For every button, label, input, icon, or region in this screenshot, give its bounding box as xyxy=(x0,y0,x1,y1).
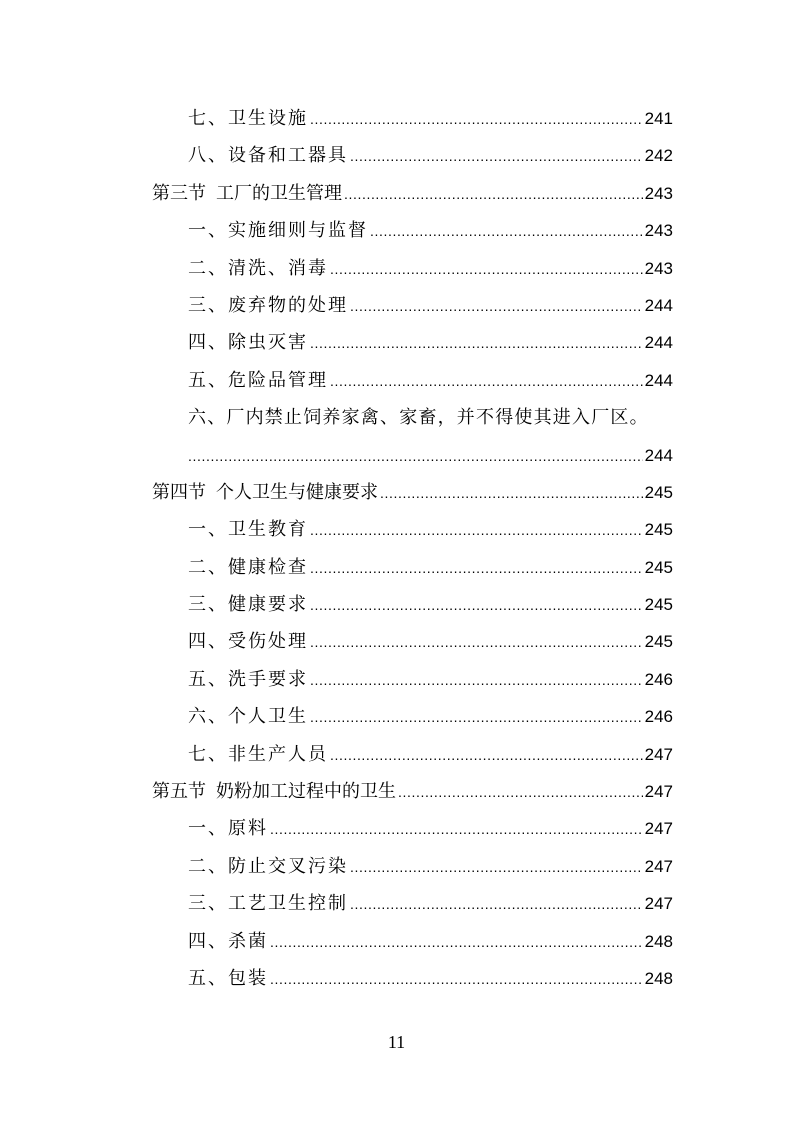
toc-entry-title: 六、厂内禁止饲养家禽、家畜，并不得使其进入厂区。 xyxy=(188,407,649,429)
toc-entry-title: 一、原料 xyxy=(188,818,268,840)
toc-entry-title: 四、受伤处理 xyxy=(188,631,308,653)
toc-entry-title: 六、个人卫生 xyxy=(188,706,308,728)
toc-entry-title: 二、清洗、消毒 xyxy=(188,257,328,279)
toc-entry-page: 245 xyxy=(644,632,673,652)
toc-entry[interactable] xyxy=(0,100,793,137)
dot-leader xyxy=(270,924,643,961)
dot-leader xyxy=(310,325,643,362)
toc-entry[interactable] xyxy=(0,586,793,623)
dot-leader xyxy=(380,475,643,512)
toc-entry-page: 245 xyxy=(644,557,673,577)
toc-section-number: 第四节 xyxy=(152,481,206,503)
toc-entry-page: 243 xyxy=(644,221,673,241)
dot-leader xyxy=(270,961,643,998)
toc-entry[interactable] xyxy=(0,810,793,847)
toc-entry-page: 247 xyxy=(644,819,673,839)
toc-entry-title: 工厂的卫生管理 xyxy=(216,182,342,204)
toc-entry-title: 一、卫生教育 xyxy=(188,519,308,541)
toc-entry[interactable] xyxy=(0,848,793,885)
toc-entry-page: 244 xyxy=(644,333,673,353)
toc-entry-page: 247 xyxy=(644,744,673,764)
dot-leader xyxy=(310,624,643,661)
toc-entry[interactable] xyxy=(0,511,793,548)
toc-entry-page: 246 xyxy=(644,707,673,727)
toc-entry[interactable] xyxy=(0,324,793,361)
toc-entry-title: 五、危险品管理 xyxy=(188,369,328,391)
toc-entry-title: 奶粉加工过程中的卫生 xyxy=(216,781,396,803)
toc-entry-title: 四、除虫灭害 xyxy=(188,332,308,354)
toc-entry-title: 个人卫生与健康要求 xyxy=(216,481,378,503)
toc-entry-page: 245 xyxy=(644,482,673,502)
dot-leader xyxy=(350,849,643,886)
dot-leader xyxy=(370,213,643,250)
dot-leader xyxy=(350,138,643,175)
toc-entry[interactable] xyxy=(0,362,793,399)
dot-leader xyxy=(310,101,643,138)
page-number: 11 xyxy=(387,1032,406,1052)
toc-entry-title: 三、废弃物的处理 xyxy=(188,294,348,316)
toc-section-number: 第五节 xyxy=(152,781,206,803)
toc-section-entry[interactable] xyxy=(0,773,793,810)
toc-entry-page: 242 xyxy=(644,146,673,166)
toc-entry-page: 241 xyxy=(644,109,673,128)
toc-entry-wrapped-line-1[interactable] xyxy=(0,399,793,436)
dot-leader xyxy=(310,587,643,624)
toc-entry-page: 243 xyxy=(644,258,673,278)
toc-entry-title: 七、非生产人员 xyxy=(188,743,328,765)
toc-entry-page: 244 xyxy=(644,445,673,465)
dot-leader xyxy=(330,251,643,288)
toc-section-entry[interactable] xyxy=(0,474,793,511)
toc-entry-page: 244 xyxy=(644,295,673,315)
toc-entry-page: 248 xyxy=(644,931,673,951)
toc-entry-page: 243 xyxy=(644,183,673,203)
toc-entry[interactable] xyxy=(0,885,793,922)
dot-leader xyxy=(330,363,643,400)
toc-entry[interactable] xyxy=(0,250,793,287)
dot-leader xyxy=(344,176,643,213)
toc-entry[interactable] xyxy=(0,137,793,174)
toc-entry-title: 一、实施细则与监督 xyxy=(188,220,368,242)
toc-entry[interactable] xyxy=(0,549,793,586)
toc-entry[interactable] xyxy=(0,736,793,773)
toc-entry-page: 245 xyxy=(644,520,673,540)
toc-entry-page: 247 xyxy=(644,856,673,876)
toc-entry-title: 八、设备和工器具 xyxy=(188,145,348,167)
toc-entry[interactable] xyxy=(0,923,793,960)
dot-leader xyxy=(188,438,643,475)
toc-entry[interactable] xyxy=(0,960,793,997)
dot-leader xyxy=(350,288,643,325)
toc-entry-title: 五、包装 xyxy=(188,967,268,989)
toc-entry-wrapped-line-2[interactable] xyxy=(0,437,793,474)
dot-leader xyxy=(310,550,643,587)
toc-entry-page: 246 xyxy=(644,669,673,689)
toc-entry-page: 244 xyxy=(644,370,673,390)
dot-leader xyxy=(330,737,643,774)
toc-entry-page: 245 xyxy=(644,595,673,615)
toc-section-entry[interactable] xyxy=(0,175,793,212)
toc-entry[interactable] xyxy=(0,287,793,324)
dot-leader xyxy=(350,886,643,923)
toc-entry[interactable] xyxy=(0,623,793,660)
toc-section-number: 第三节 xyxy=(152,182,206,204)
toc-entry-page: 247 xyxy=(644,782,673,802)
dot-leader xyxy=(310,512,643,549)
toc-entry[interactable] xyxy=(0,698,793,735)
toc-entry-title: 七、卫生设施 xyxy=(188,108,308,129)
dot-leader xyxy=(310,699,643,736)
toc-entry[interactable] xyxy=(0,661,793,698)
toc-entry[interactable] xyxy=(0,212,793,249)
dot-leader xyxy=(398,774,643,811)
dot-leader xyxy=(270,811,643,848)
toc-entry-title: 三、健康要求 xyxy=(188,594,308,616)
dot-leader xyxy=(310,662,643,699)
toc-entry-title: 二、健康检查 xyxy=(188,556,308,578)
toc-entry-page: 248 xyxy=(644,968,673,988)
toc-entry-title: 四、杀菌 xyxy=(188,930,268,952)
table-of-contents xyxy=(0,100,793,997)
toc-entry-title: 五、洗手要求 xyxy=(188,668,308,690)
toc-entry-title: 三、工艺卫生控制 xyxy=(188,893,348,915)
toc-entry-title: 二、防止交叉污染 xyxy=(188,855,348,877)
toc-entry-page: 247 xyxy=(644,894,673,914)
